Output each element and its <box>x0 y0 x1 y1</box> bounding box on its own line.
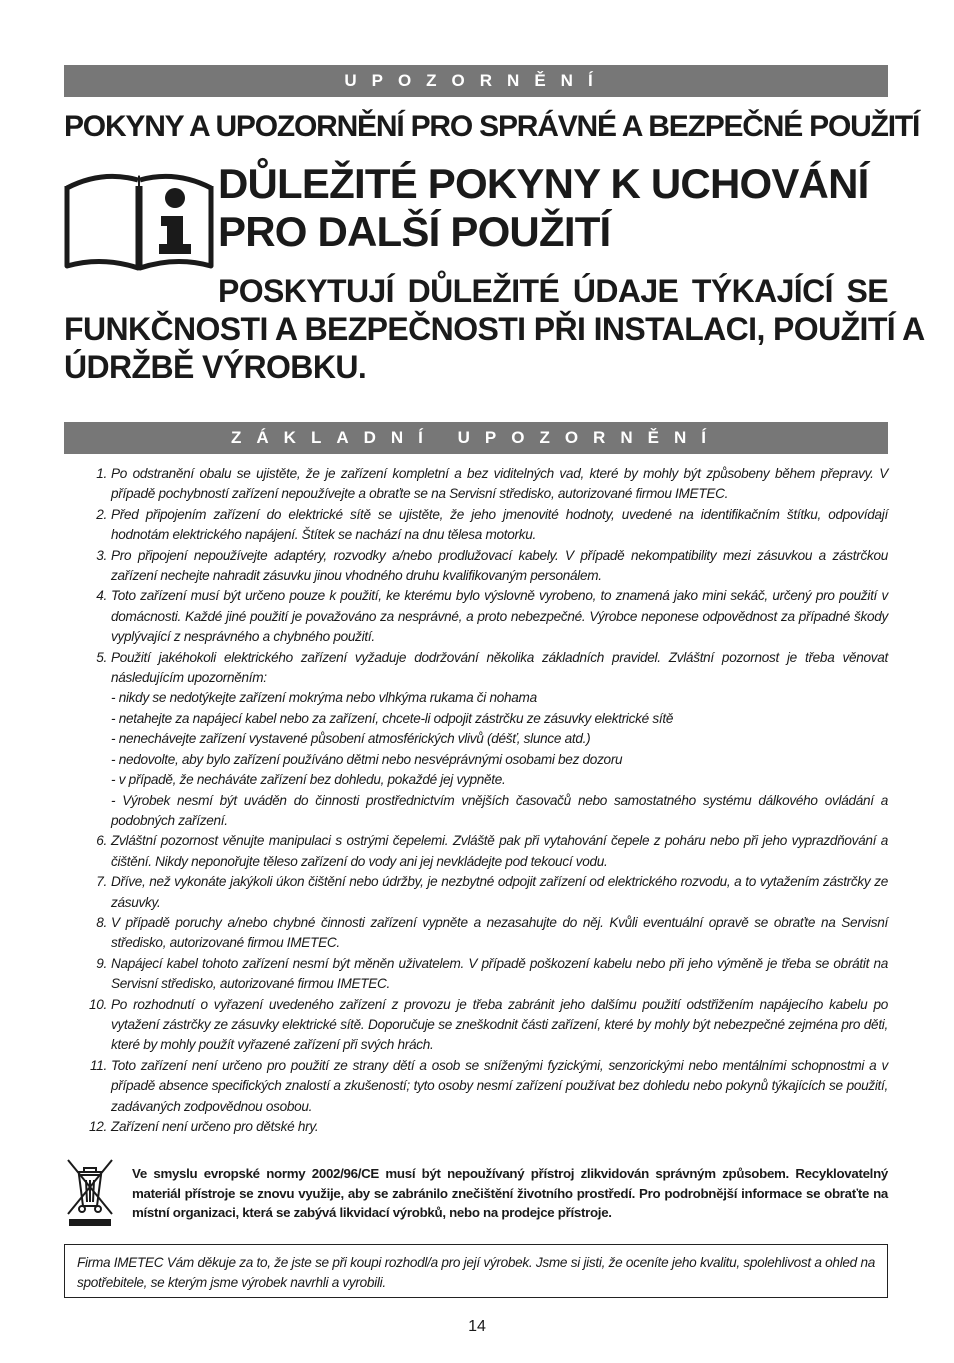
sub-item: - nedovolte, aby bylo zařízení používáno dětmi nebo nesvéprávnými osobami bez dozoru <box>111 751 623 767</box>
item-text: Toto zařízení musí být určeno pouze k použití, ke kterému bylo výslovně vyrobeno, to znamená jako mini sekáč, určený pro použití v domácnosti. Každé jiné použití je považováno za nesprávné, a proto nebezpečné. Výrobce neponese odpovědnost za případné škody vyplývající z nesprávného a chybného použití. <box>111 588 888 645</box>
warnings-list <box>80 464 888 1137</box>
item-text: Zvláštní pozornost věnujte manipulaci s ostrými čepelemi. Zvláště pak při vytahování čepele z poháru nebo při jeho vyprazdňování a čištění. Nikdy neponořujte těleso zařízení do vody ani jej nevkládejte pod tekoucí vodu. <box>111 833 888 869</box>
list-item <box>80 872 888 913</box>
basic-warnings-band: ZÁKLADNÍ UPOZORNĚNÍ <box>64 422 888 454</box>
info-paragraph <box>64 272 925 386</box>
important-title-line2: PRO DALŠÍ POUŽITÍ <box>218 208 611 255</box>
item-text: Napájecí kabel tohoto zařízení nesmí být měněn uživatelem. V případě poškození kabelu nebo při jeho výměně je třeba se obrátit na Servisní středisko, autorizované firmou IMETEC. <box>111 955 888 992</box>
sub-item: - netahejte za napájecí kabel nebo za zařízení, chcete-li odpojit zástrčku ze zásuvky elektrické sítě <box>111 710 674 726</box>
item-number: 3. <box>96 547 107 563</box>
info-paragraph-line1: POSKYTUJÍ DŮLEŽITÉ ÚDAJE TÝKAJÍCÍ SE <box>218 273 888 309</box>
item-text: Pro připojení nepoužívejte adaptéry, rozvodky a/nebo prodlužovací kabely. V případě nekompatibility mezi zásuvkou a zástrčkou zařízení nechejte nahradit zásuvku jinou vhodného druhu kvalifikovaným personálem. <box>111 547 888 584</box>
item-text: Po rozhodnutí o vyřazení uvedeného zařízení z provozu je třeba zabránit jeho dalšímu použití odstřižením napájecího kabelu po vytažení zástrčky ze zásuvky elektrické sítě. Doporučuje se zneškodnit části zařízení, které by mohly být nebezpečné zejména pro děti, které by mohly použít vyřazené zařízení při svých hrách. <box>111 996 888 1053</box>
list-item <box>80 1056 888 1117</box>
list-item <box>80 831 888 872</box>
list-item <box>80 995 888 1056</box>
list-item <box>80 505 888 546</box>
sub-item: - Výrobek nesmí být uváděn do činnosti prostřednictvím vnějších časovačů nebo samostatného systému dálkového ovládání a podobných zařízení. <box>111 792 888 828</box>
important-title-line1: DŮLEŽITÉ POKYNY K UCHOVÁNÍ <box>218 160 869 207</box>
upozorneni-header-band: UPOZORNĚNÍ <box>64 65 888 97</box>
page-number: 14 <box>468 1318 486 1335</box>
item-number: 9. <box>96 955 107 971</box>
important-title <box>218 160 898 256</box>
list-item <box>80 954 888 995</box>
page-subtitle: POKYNY A UPOZORNĚNÍ PRO SPRÁVNÉ A BEZPEČNÉ POUŽITÍ <box>64 110 920 143</box>
list-item <box>80 1117 888 1137</box>
sub-item: - nenechávejte zařízení vystavené působení atmosférických vlivů (déšť, slunce atd.) <box>111 731 591 747</box>
item-number: 11. <box>90 1057 107 1073</box>
list-item <box>80 913 888 954</box>
item-number: 8. <box>96 914 107 930</box>
item-number: 12. <box>89 1119 107 1134</box>
item-number: 5. <box>96 649 107 665</box>
info-paragraph-line3: ÚDRŽBĚ VÝROBKU. <box>64 349 367 385</box>
item-number: 1. <box>96 466 107 481</box>
list-item <box>80 546 888 587</box>
item-text: Použití jakéhokoli elektrického zařízení vyžaduje dodržování několika základních pravidel. Zvláštní pozornost je třeba věnovat následujícím upozorněním: <box>111 649 888 686</box>
info-book-icon <box>64 164 214 272</box>
item-number: 4. <box>96 588 107 604</box>
list-item <box>80 586 888 647</box>
item-text: Dříve, než vykonáte jakýkoli úkon čištění nebo údržby, je nezbytné odpojit zařízení od elektrického rozvodu, a to vytažením zástrčky ze zásuvky. <box>111 874 888 910</box>
item-number: 6. <box>96 833 107 849</box>
item-text: Před připojením zařízení do elektrické sítě se ujistěte, že jeho jmenovité hodnoty, uvedené na identifikačním štítku, odpovídají hodnotám elektrického napájení. Štítek se nachází na dnu tělesa motorku. <box>111 506 888 543</box>
item-number: 10. <box>89 996 107 1012</box>
item-text: V případě poruchy a/nebo chybné činnosti zařízení vypněte a nezasahujte do něj. Kvůli eventuální opravě se obraťte na Servisní středisko, autorizované firmou IMETEC. <box>111 914 888 951</box>
item-number: 7. <box>96 874 107 890</box>
thanks-box: Firma IMETEC Vám děkuje za to, že jste se při koupi rozhodl/a pro její výrobek. Jsme si jisti, že oceníte jeho kvalitu, spolehlivost a ohled na spotřebitele, se kterým jsme výrobek navrhli a vyrobili. <box>64 1244 888 1298</box>
item-text: Po odstranění obalu se ujistěte, že je zařízení kompletní a bez viditelných vad, které by mohly být způsobeny během přepravy. V případě pochybností zařízení nepoužívejte a obraťte se na Servisní středisko, autorizované firmou IMETEC. <box>111 466 888 502</box>
item-text: Toto zařízení není určeno pro použití ze strany dětí a osob se sníženými fyzickými, senzorickými nebo mentálními schopnostmi a v případě absence specifických znalostí a zkušeností; tyto osoby nesmí zařízení používat bez dohledu nebo pokynů týkajících se použití, zadávaných zodpovědnou osobou. <box>111 1057 888 1114</box>
list-item <box>80 464 888 505</box>
list-item <box>80 648 888 689</box>
sub-item: - nikdy se nedotýkejte zařízení mokrýma nebo vlhkýma rukama či nohama <box>111 690 537 706</box>
sub-item: - v případě, že necháváte zařízení bez dohledu, pokaždé jej vypněte. <box>111 772 506 788</box>
weee-disposal-notice: Ve smyslu evropské normy 2002/96/CE musí být nepoužívaný přístroj zlikvidován správným způsobem. Recyklovatelný materiál přístroje se znovu využije, aby se zabránilo znečištění životního prostředí. Pro podrobnější informace se obraťte na místní organizaci, která se zabývá likvidací výrobků, nebo na prodejce přístroje. <box>132 1166 888 1221</box>
item-text: Zařízení není určeno pro dětské hry. <box>111 1119 319 1134</box>
info-paragraph-line2: FUNKČNOSTI A BEZPEČNOSTI PŘI INSTALACI, POUŽITÍ A <box>64 311 925 347</box>
crossed-bin-icon <box>64 1158 116 1228</box>
item-number: 2. <box>96 506 107 522</box>
